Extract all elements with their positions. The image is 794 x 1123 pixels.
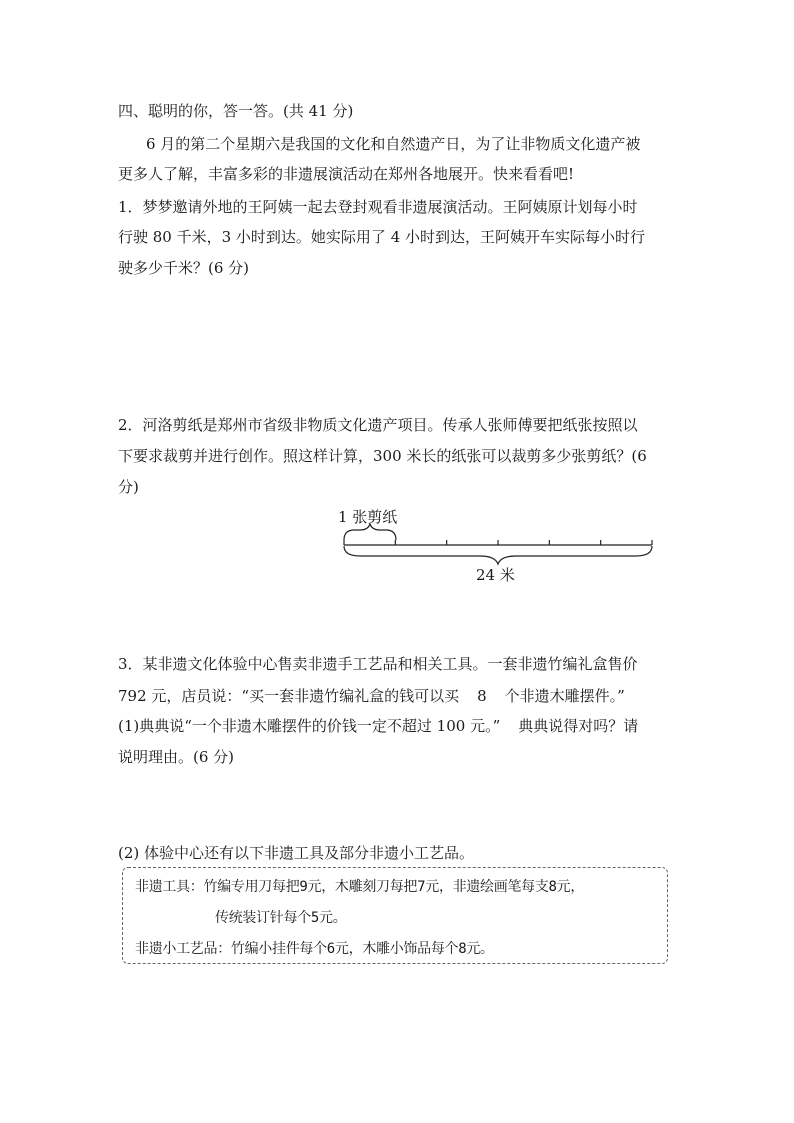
part-1-text: (1)典典说“一个非遗木雕摆件的价钱一定不超过 100 元。” [118,717,501,735]
answer-number: 8 [477,687,487,705]
question-1-line: 驶多少千米？(6 分) [118,259,250,277]
question-2-line: 分) [118,478,139,496]
bottom-brace [344,546,652,564]
section-title: 四、聪明的你，答一答。(共 41 分) [118,102,354,120]
part-1-text: 典典说得对吗？请 [518,717,639,735]
question-2-line: 下要求裁剪并进行创作。照这样计算，300 米长的纸张可以裁剪多少张剪纸？(6 [118,447,647,465]
intro-line: 更多人了解，丰富多彩的非遗展演活动在郑州各地展开。快来看看吧! [118,165,575,183]
question-1-line: 行驶 80 千米，3 小时到达。她实际用了 4 小时到达，王阿姨开车实际每小时行 [118,228,646,246]
tools-line: 非遗工具：竹编专用刀每把9元，木雕刻刀每把7元，非遗绘画笔每支8元， [135,879,585,895]
crafts-line: 非遗小工艺品：竹编小挂件每个6元，木雕小饰品每个8元。 [135,941,494,957]
question-3-part-1-line: 说明理由。(6 分) [118,748,235,766]
top-brace [344,524,396,540]
question-3-text: 个非遗木雕摆件。” [504,687,625,705]
question-3-line [118,686,625,706]
question-3-text: 792 元，店员说：“买一套非遗竹编礼盒的钱可以买 [118,687,460,705]
question-1-line: 1．梦梦邀请外地的王阿姨一起去登封观看非遗展演活动。王阿姨原计划每小时 [118,198,638,216]
question-3-line: 3．某非遗文化体验中心售卖非遗手工艺品和相关工具。一套非遗竹编礼盒售价 [118,655,638,673]
question-3-part-2: (2) 体验中心还有以下非遗工具及部分非遗小工艺品。 [118,844,475,862]
tools-price-box [122,867,668,964]
diagram-bottom-label: 24 米 [476,566,515,584]
question-2-line: 2．河洛剪纸是郑州市省级非物质文化遗产项目。传承人张师傅要把纸张按照以 [118,416,638,434]
intro-line: 6 月的第二个星期六是我国的文化和自然遗产日，为了让非物质文化遗产被 [146,135,641,153]
tools-line: 传统装订针每个5元。 [215,910,347,926]
diagram-top-label: 1 张剪纸 [338,508,398,526]
question-3-part-1 [118,716,638,736]
paper-cut-diagram [330,500,670,590]
